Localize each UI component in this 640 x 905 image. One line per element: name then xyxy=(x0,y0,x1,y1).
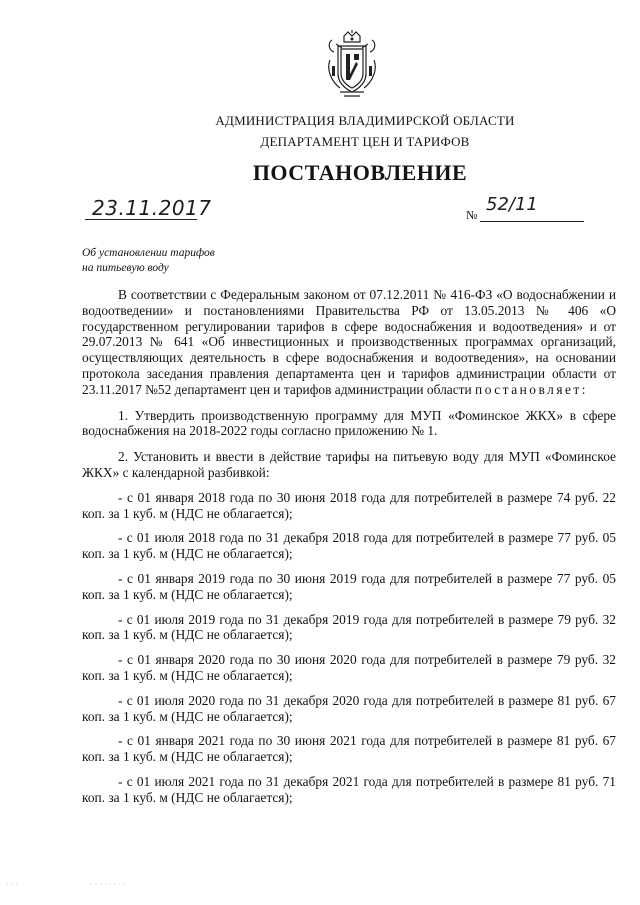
tariff-period-item: - с 01 января 2019 года по 30 июня 2019 года для потребителей в размере 77 руб. 05 коп. за 1 куб. м (НДС не облагается); xyxy=(82,570,616,602)
document-date: 23.11.2017 xyxy=(92,196,212,220)
tariff-period-item: - с 01 июля 2018 года по 31 декабря 2018 года для потребителей в размере 77 руб. 05 коп. за 1 куб. м (НДС не облагается); xyxy=(82,530,616,562)
tariff-period-item: - с 01 января 2021 года по 30 июня 2021 года для потребителей в размере 81 руб. 67 коп. за 1 куб. м (НДС не облагается); xyxy=(82,733,616,765)
number-label: № xyxy=(466,208,478,222)
decree-word: постановляет: xyxy=(475,381,589,397)
scan-artifact: · · · · · · · · xyxy=(90,880,126,889)
preamble-paragraph xyxy=(82,287,616,398)
subject-block xyxy=(82,246,215,276)
tariff-period-item: - с 01 июля 2021 года по 31 декабря 2021 года для потребителей в размере 81 руб. 71 коп. за 1 куб. м (НДС не облагается); xyxy=(82,773,616,805)
organization-name: АДМИНИСТРАЦИЯ ВЛАДИМИРСКОЙ ОБЛАСТИ xyxy=(215,113,515,128)
tariff-period-item: - с 01 января 2018 года по 30 июня 2018 года для потребителей в размере 74 руб. 22 коп. за 1 куб. м (НДС не облагается); xyxy=(82,489,616,521)
document-type-title: ПОСТАНОВЛЕНИЕ xyxy=(252,160,468,185)
tariff-period-item: - с 01 января 2020 года по 30 июня 2020 года для потребителей в размере 79 руб. 32 коп. за 1 куб. м (НДС не облагается); xyxy=(82,652,616,683)
department-name: ДЕПАРТАМЕНТ ЦЕН И ТАРИФОВ xyxy=(260,134,470,149)
subject-line: на питьевую воду xyxy=(82,262,169,274)
number-underline xyxy=(480,221,584,222)
tariff-period-item: - с 01 июля 2020 года по 31 декабря 2020 года для потребителей в размере 81 руб. 67 коп. за 1 куб. м (НДС не облагается); xyxy=(82,692,616,724)
document-body xyxy=(82,287,616,806)
scan-artifact: · · · xyxy=(6,880,18,889)
numbered-item: 2. Установить и ввести в действие тарифы на питьевую воду для МУП «Фоминское ЖКХ» с календарной разбивкой: xyxy=(82,449,616,480)
tariff-period-item: - с 01 июля 2019 года по 31 декабря 2019 года для потребителей в размере 79 руб. 32 коп. за 1 куб. м (НДС не облагается); xyxy=(82,611,616,643)
preamble-text: В соответствии с Федеральным законом от 07.12.2011 № 416-ФЗ «О водоснабжении и водоотведении» и постановлениями Правительства РФ от 13.05.2013 № 406 «О государственном регулировании тарифов в сфере водоснабжения и водоотведения» и от 29.07.2013 № 641 «Об инвестиционных и производственных программах организаций, осуществляющих деятельность в сфере водоснабжения и водоотведения», на основании протокола заседания правления департамента цен и тарифов администрации области от 23.11.2017 №52 департамент цен и тарифов администрации области xyxy=(82,287,616,397)
document-number: 52/11 xyxy=(486,194,538,215)
subject-line: Об установлении тарифов xyxy=(82,247,215,259)
numbered-item: 1. Утвердить производственную программу для МУП «Фоминское ЖКХ» в сфере водоснабжения на 2018-2022 годы согласно приложению № 1. xyxy=(82,407,616,439)
coat-of-arms-icon xyxy=(326,30,378,98)
date-underline xyxy=(85,219,197,220)
